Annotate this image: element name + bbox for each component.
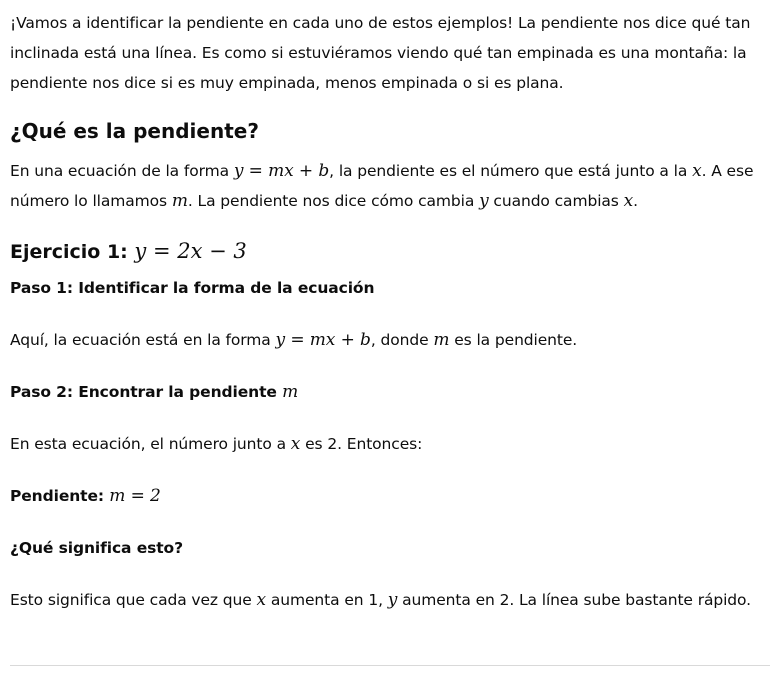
definition-text: En una ecuación de la forma [10, 162, 234, 180]
variable-math: x [623, 191, 634, 211]
exercise-equation: y = 2x − 3 [134, 239, 247, 263]
step-text: es la pendiente. [449, 331, 578, 349]
variable-math: m [171, 191, 188, 211]
step-2-text [10, 429, 770, 459]
equation-math: y = mx + b [275, 330, 371, 350]
result-line [10, 481, 770, 511]
result-math: m = 2 [109, 486, 161, 506]
step-1-label: Paso 1: Identificar la forma de la ecuación [10, 279, 375, 297]
step-text: , donde [370, 331, 434, 349]
result-label: Pendiente: [10, 487, 110, 505]
variable-math: x [692, 161, 702, 181]
definition-text: . A ese número lo llamamos [10, 162, 754, 210]
exercise-title: Ejercicio 1: [10, 241, 135, 263]
variable-math: m [433, 330, 450, 350]
step-1-text [10, 325, 770, 355]
step-text: Aquí, la ecuación está en la forma [10, 331, 276, 349]
horizontal-divider [10, 665, 770, 666]
variable-math: x [256, 590, 267, 610]
step-text: En esta ecuación, el número junto a [10, 435, 291, 453]
definition-paragraph [10, 156, 770, 216]
definition-text: . La pendiente nos dice cómo cambia [187, 192, 480, 210]
meaning-text-part: aumenta en 2. La línea sube bastante rápido. [397, 591, 751, 609]
step-2-label [10, 377, 770, 407]
variable-math: x [290, 434, 301, 454]
variable-math: m [282, 382, 299, 402]
meaning-label: ¿Qué significa esto? [10, 539, 183, 557]
step-text: es 2. Entonces: [300, 435, 423, 453]
section-heading: ¿Qué es la pendiente? [10, 119, 259, 143]
definition-text: , la pendiente es el número que está junto a la [329, 162, 693, 180]
equation-math: y = mx + b [233, 161, 330, 181]
meaning-text-part: aumenta en 1, [266, 591, 388, 609]
meaning-text-part: Esto significa que cada vez que [10, 591, 257, 609]
meaning-text [10, 585, 770, 615]
definition-text: . [633, 192, 638, 210]
variable-math: y [479, 191, 489, 211]
exercise-heading [10, 236, 770, 267]
variable-math: y [387, 590, 398, 610]
definition-text: cuando cambias [488, 192, 624, 210]
step-label-text: Paso 2: Encontrar la pendiente [10, 383, 283, 401]
chat-message-content [10, 8, 770, 615]
intro-paragraph: ¡Vamos a identificar la pendiente en cada uno de estos ejemplos! La pendiente nos dice qué tan inclinada está una línea. Es como si estuviéramos viendo qué tan empinada es una montaña: la pendiente nos dice si es muy empinada, menos empinada o si es plana. [10, 14, 751, 92]
